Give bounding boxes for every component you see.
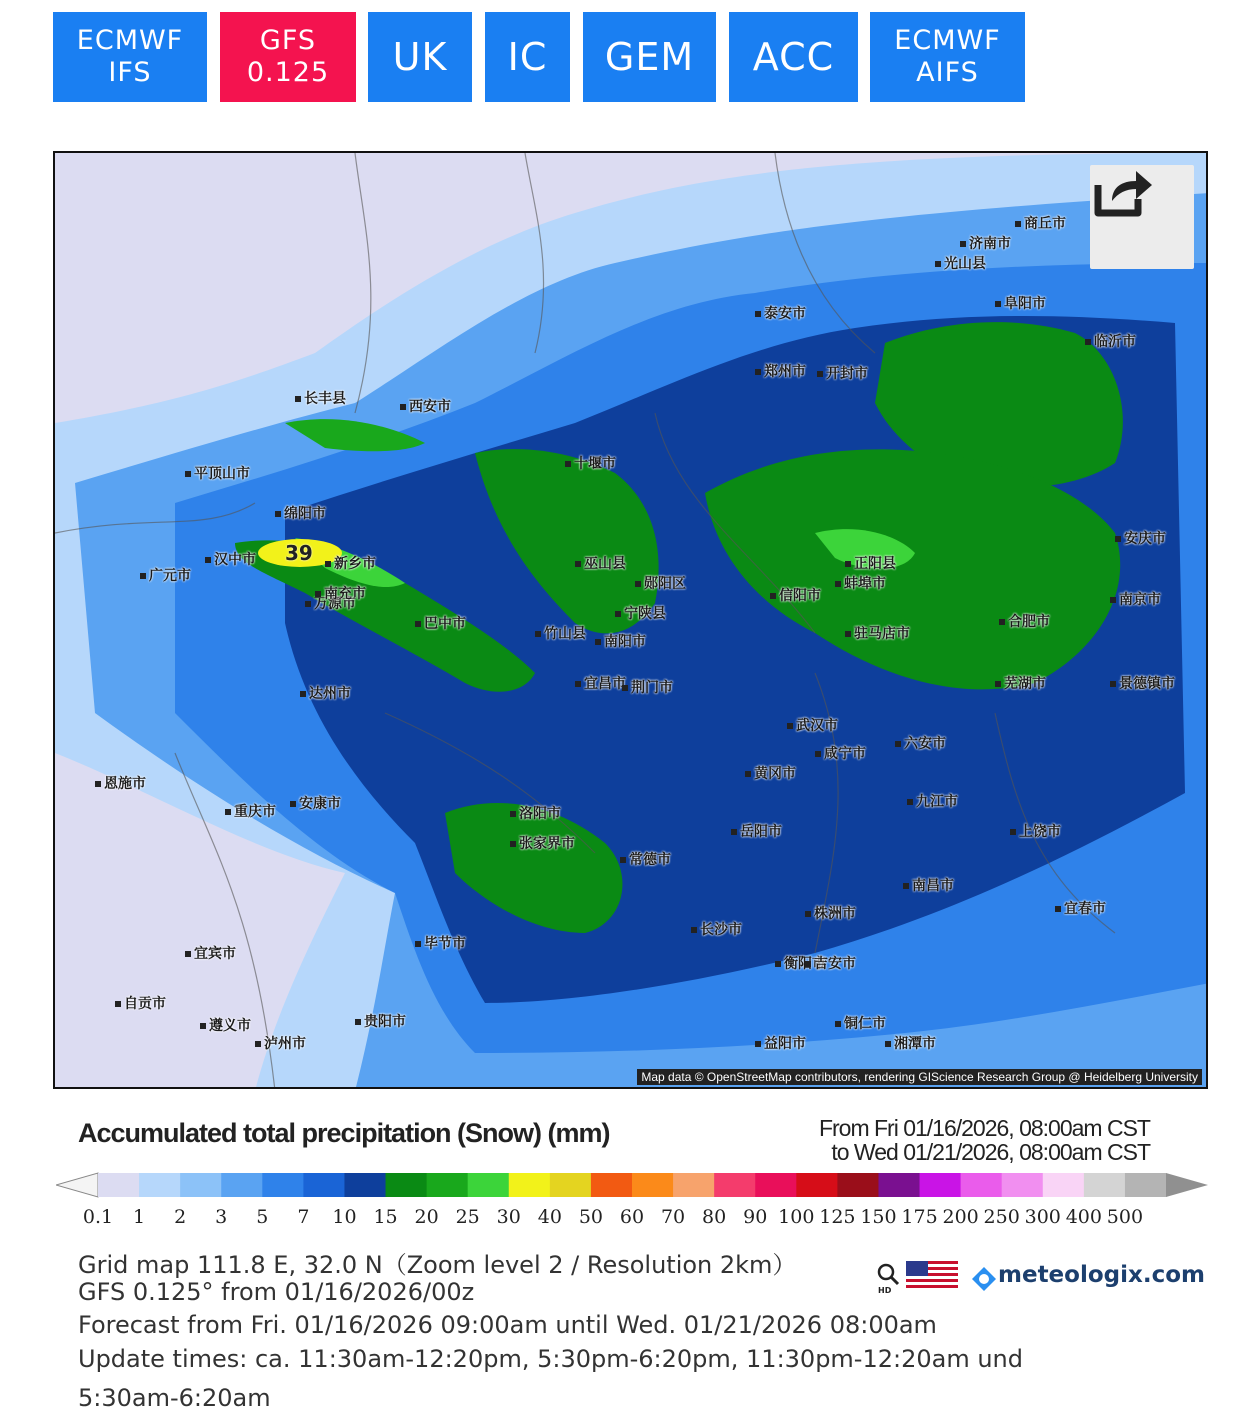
- place-label: 安康市: [290, 793, 341, 813]
- scale-tick-label: 1: [133, 1206, 146, 1228]
- place-label: 阜阳市: [995, 293, 1046, 313]
- scale-tick-label: 3: [215, 1206, 228, 1228]
- color-scale: [56, 1171, 1208, 1199]
- place-label: 九江市: [907, 791, 958, 811]
- place-label: 长丰县: [295, 388, 346, 408]
- model-run: GFS 0.125° from 01/16/2026/00z: [78, 1278, 475, 1306]
- place-label: 十堰市: [565, 453, 616, 473]
- max-value-label: 39: [285, 541, 313, 565]
- scale-tick-label: 7: [297, 1206, 310, 1228]
- scale-tick-label: 175: [901, 1206, 938, 1228]
- scale-tick-label: 400: [1065, 1206, 1102, 1228]
- place-label: 安庆市: [1115, 528, 1166, 548]
- place-label: 贵阳市: [355, 1011, 406, 1031]
- place-label: 岳阳市: [731, 821, 782, 841]
- scale-tick-label: 0.1: [82, 1206, 114, 1228]
- scale-arrow-right: [1166, 1173, 1208, 1197]
- place-label: 商丘市: [1015, 213, 1066, 233]
- place-label: 合肥市: [999, 611, 1050, 631]
- place-label: 郧阳区: [635, 573, 686, 593]
- place-label: 株洲市: [805, 903, 856, 923]
- legend-ticks: [0, 1206, 1260, 1236]
- scale-tick-label: 25: [455, 1206, 480, 1228]
- place-label: 广元市: [140, 565, 191, 585]
- place-label: 宜昌市: [575, 673, 626, 693]
- scale-cell: [98, 1173, 140, 1197]
- place-label: 光山县: [935, 253, 986, 273]
- place-label: 泸州市: [255, 1033, 306, 1053]
- update-times: Update times: ca. 11:30am-12:20pm, 5:30pm-6:20pm, 11:30pm-12:20am und: [78, 1345, 1023, 1373]
- scale-arrow-left: [56, 1173, 98, 1197]
- place-label: 上饶市: [1010, 821, 1061, 841]
- scale-cell: [221, 1173, 263, 1197]
- place-label: 恩施市: [95, 773, 146, 793]
- tab-ic[interactable]: IC: [485, 12, 570, 102]
- scale-cell: [1084, 1173, 1126, 1197]
- place-label: 泰安市: [755, 303, 806, 323]
- place-label: 自贡市: [115, 993, 166, 1013]
- share-arrow-icon: [1090, 165, 1154, 221]
- meteologix-logo-icon: [970, 1265, 998, 1293]
- place-label: 衡阳市: [775, 953, 826, 973]
- forecast-range: Forecast from Fri. 01/16/2026 09:00am until Wed. 01/21/2026 08:00am: [78, 1311, 937, 1339]
- scale-cell: [139, 1173, 181, 1197]
- place-label: 遵义市: [200, 1015, 251, 1035]
- scale-tick-label: 30: [496, 1206, 521, 1228]
- place-label: 信阳市: [770, 585, 821, 605]
- map-attribution[interactable]: Map data © OpenStreetMap contributors, rendering GIScience Research Group @ Heidelberg University: [637, 1069, 1202, 1085]
- scale-tick-label: 50: [578, 1206, 604, 1228]
- scale-cell: [1043, 1173, 1085, 1197]
- scale-tick-label: 20: [414, 1206, 439, 1228]
- place-label: 荆门市: [622, 677, 673, 697]
- place-label: 蚌埠市: [835, 573, 886, 593]
- place-label: 南京市: [1110, 589, 1161, 609]
- scale-cell: [632, 1173, 674, 1197]
- scale-cell: [837, 1173, 879, 1197]
- place-label: 景德镇市: [1110, 673, 1175, 693]
- place-label: 汉中市: [205, 549, 256, 569]
- scale-tick-label: 250: [983, 1206, 1020, 1228]
- scale-tick-label: 200: [942, 1206, 979, 1228]
- legend-title: Accumulated total precipitation (Snow) (mm): [78, 1118, 610, 1148]
- scale-cell: [262, 1173, 304, 1197]
- scale-tick-label: 500: [1106, 1206, 1144, 1228]
- hd-search-icon: [876, 1262, 902, 1294]
- place-label: 咸宁市: [815, 743, 866, 763]
- place-label: 长沙市: [691, 919, 742, 939]
- scale-tick-label: 2: [174, 1206, 187, 1228]
- svg-text:HD: HD: [878, 1286, 892, 1294]
- period-from: From Fri 01/16/2026, 08:00am CST: [818, 1115, 1150, 1141]
- place-label: 洛阳市: [510, 803, 561, 823]
- place-label: 南昌市: [903, 875, 954, 895]
- tab-ecmwf-ifs[interactable]: ECMWF IFS: [53, 12, 207, 102]
- scale-tick-label: 80: [702, 1206, 727, 1228]
- scale-cell: [591, 1173, 633, 1197]
- scale-cell: [303, 1173, 345, 1197]
- place-label: 驻马店市: [845, 623, 910, 643]
- scale-cell: [1002, 1173, 1044, 1197]
- place-label: 黄冈市: [745, 763, 796, 783]
- place-label: 南充市: [315, 583, 366, 603]
- scale-cell: [755, 1173, 797, 1197]
- grid-info: Grid map 111.8 E, 32.0 N（Zoom level 2 / Resolution 2km）: [78, 1251, 797, 1279]
- tab-gfs-0125[interactable]: GFS 0.125: [220, 12, 356, 102]
- brand-name: meteologix.com: [998, 1262, 1205, 1288]
- scale-tick-label: 150: [860, 1206, 897, 1228]
- place-label: 平顶山市: [185, 463, 250, 483]
- place-label: 济南市: [960, 233, 1011, 253]
- tab-uk[interactable]: UK: [368, 12, 472, 102]
- scale-tick-label: 100: [778, 1206, 815, 1228]
- place-label: 常德市: [620, 849, 671, 869]
- model-tabs: [0, 0, 1260, 110]
- scale-cell: [878, 1173, 920, 1197]
- scale-tick-label: 40: [537, 1206, 562, 1228]
- scale-cell: [673, 1173, 715, 1197]
- place-label: 湘潭市: [885, 1033, 936, 1053]
- place-label: 重庆市: [225, 801, 276, 821]
- brand[interactable]: [876, 1258, 1205, 1298]
- scale-tick-label: 5: [256, 1206, 269, 1228]
- place-label: 巴中市: [415, 613, 466, 633]
- tab-gem[interactable]: GEM: [583, 12, 716, 102]
- precipitation-map[interactable]: [53, 151, 1208, 1089]
- scale-cell: [344, 1173, 386, 1197]
- scale-cell: [961, 1173, 1003, 1197]
- tab-acc[interactable]: ACC: [729, 12, 858, 102]
- update-times-cont: 5:30am-6:20am: [78, 1384, 271, 1412]
- place-label: 六安市: [895, 733, 946, 753]
- place-label: 达州市: [300, 683, 351, 703]
- place-label: 临沂市: [1085, 331, 1136, 351]
- place-label: 宜宾市: [185, 943, 236, 963]
- scale-tick-label: 300: [1024, 1206, 1061, 1228]
- place-label: 铜仁市: [835, 1013, 886, 1033]
- scale-tick-label: 90: [743, 1206, 768, 1228]
- scale-tick-label: 15: [373, 1206, 398, 1228]
- scale-cell: [509, 1173, 551, 1197]
- place-label: 竹山县: [535, 623, 586, 643]
- place-label: 益阳市: [755, 1033, 806, 1053]
- place-label: 郑州市: [755, 361, 806, 381]
- place-label: 开封市: [817, 363, 868, 383]
- scale-cell: [427, 1173, 469, 1197]
- place-label: 宜春市: [1055, 898, 1106, 918]
- scale-cell: [180, 1173, 222, 1197]
- place-label: 宁陕县: [615, 603, 666, 623]
- scale-cell: [468, 1173, 510, 1197]
- scale-cell: [386, 1173, 428, 1197]
- tab-ecmwf-aifs[interactable]: ECMWF AIFS: [870, 12, 1025, 102]
- scale-cell: [550, 1173, 592, 1197]
- place-label: 南阳市: [595, 631, 646, 651]
- place-label: 万源市: [305, 593, 356, 613]
- place-label: 芜湖市: [995, 673, 1046, 693]
- period-to: to Wed 01/21/2026, 08:00am CST: [831, 1139, 1150, 1165]
- scale-cell: [796, 1173, 838, 1197]
- scale-tick-label: 125: [819, 1206, 856, 1228]
- place-label: 张家界市: [510, 833, 575, 853]
- scale-cell: [920, 1173, 962, 1197]
- place-label: 吉安市: [805, 953, 856, 973]
- place-label: 西安市: [400, 396, 451, 416]
- place-label: 毕节市: [415, 933, 466, 953]
- place-label: 武汉市: [787, 715, 838, 735]
- us-flag-icon: [906, 1261, 958, 1291]
- legend-period: [819, 1116, 1150, 1164]
- scale-tick-label: 60: [619, 1206, 645, 1228]
- scale-cell: [1125, 1173, 1167, 1197]
- scale-cell: [714, 1173, 756, 1197]
- place-label: 巫山县: [575, 553, 626, 573]
- scale-tick-label: 70: [660, 1206, 686, 1228]
- place-label: 绵阳市: [275, 503, 326, 523]
- place-label: 正阳县: [845, 553, 896, 573]
- scale-tick-label: 10: [332, 1206, 357, 1228]
- place-label: 新乡市: [325, 553, 376, 573]
- share-button[interactable]: [1090, 165, 1194, 269]
